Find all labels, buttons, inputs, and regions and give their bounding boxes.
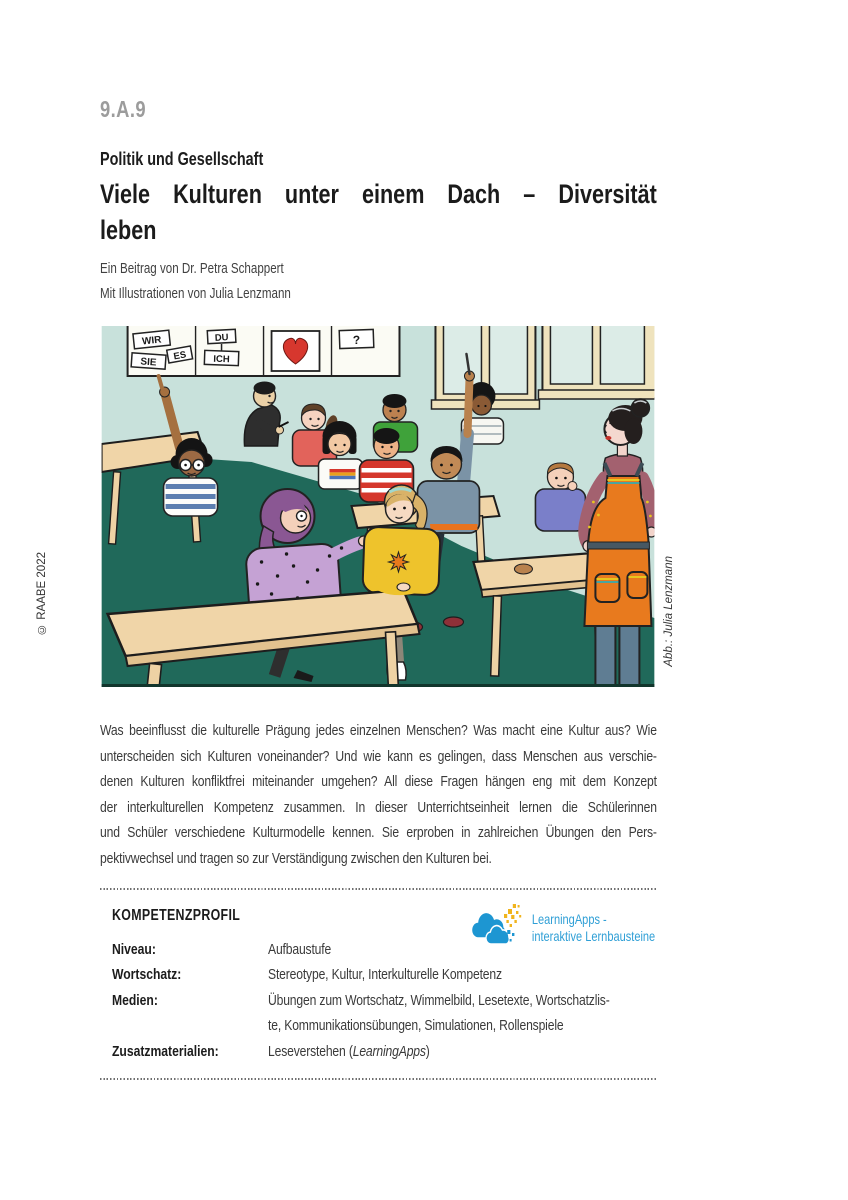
learningapps-logo-line2: interaktive Lernbausteine [531,929,656,944]
kompetenzprofil-heading: KOMPETENZPROFIL [112,907,241,924]
poster-du-label: DU [214,332,229,344]
paragraph-line: der interkulturellen Kompetenz zusammen. In dieser Unterrichtseinheit lernen die Schülerinnen [100,798,657,816]
paragraph-line: denen Kulturen konfliktfrei miteinander umgehen? All diese Fragen hängen eng mit dem Konzept [100,773,657,790]
learningapps-cloud-icon [464,902,528,950]
intro-paragraph [100,718,657,871]
zusatz-value-post: ) [425,1042,430,1060]
paragraph-line: Was beeinflusst die kulturelle Prägung jedes einzelnen Menschen? Was macht eine Kultur aus? Wie [100,722,657,739]
page-title-line1: Viele Kulturen unter einem Dach – Diversität [100,179,657,209]
row-label-wortschatz: Wortschatz: [112,966,182,984]
learningapps-logo-line1: LearningApps - [531,912,607,927]
paragraph-line: unterscheiden sich Kulturen voneinander? Und wie kann es gelingen, dass Menschen aus verschie- [100,747,657,765]
figure-caption: Abb.: Julia Lenzmann [663,556,675,667]
row-label-niveau: Niveau: [112,941,156,958]
poster-sie-label: SIE [140,356,157,369]
section-kicker: Politik und Gesellschaft [100,149,264,169]
copyright-vertical-label: © RAABE 2022 [36,552,48,635]
kompetenzprofil-section [100,890,657,1078]
paragraph-line: und Schüler verschiedene Kulturmodelle kennen. Sie erproben in zahlreichen Übungen den Pers- [100,824,657,841]
poster-board [128,326,400,376]
dotted-rule-bottom [100,1078,657,1080]
row-value-medien-line2: te, Kommunikationsübungen, Simulationen, Rollenspiele [268,1017,564,1035]
row-value-medien-line1: Übungen zum Wortschatz, Wimmelbild, Lesetexte, Wortschatzlis- [268,991,610,1009]
row-value-medien [268,988,657,1039]
unit-code: 9.A.9 [100,96,146,122]
window-right [538,326,654,399]
star-icon [388,552,408,572]
learningapps-logo [464,902,655,950]
byline-author: Ein Beitrag von Dr. Petra Schappert [100,261,284,277]
paragraph-line: pektivwechsel und tragen so zur Verständigung zwischen den Kulturen bei. [100,849,492,867]
zusatz-value-pre: Leseverstehen ( [268,1042,353,1060]
poster-ich-label: ICH [213,353,230,366]
classroom-illustration [102,326,655,687]
poster-es-label: ES [172,349,188,363]
content-column [100,96,657,1080]
row-label-medien: Medien: [112,991,158,1009]
kompetenzprofil-table [112,937,657,1064]
zusatz-value-italic: LearningApps [352,1042,426,1060]
poster-wir-label: WIR [141,334,163,348]
page-title [100,176,657,248]
byline-illustrator: Mit Illustrationen von Julia Lenzmann [100,286,291,302]
classroom-figure [102,326,655,687]
row-label-zusatzmaterialien: Zusatzmaterialien: [112,1042,219,1060]
page-title-line2: leben [100,215,157,245]
row-value-niveau: Aufbaustufe [268,941,332,958]
learningapps-logo-text [532,911,655,945]
poster-question-label: ? [352,332,361,348]
row-value-zusatzmaterialien [268,1039,657,1064]
row-value-wortschatz: Stereotype, Kultur, Interkulturelle Kompetenz [268,966,502,984]
